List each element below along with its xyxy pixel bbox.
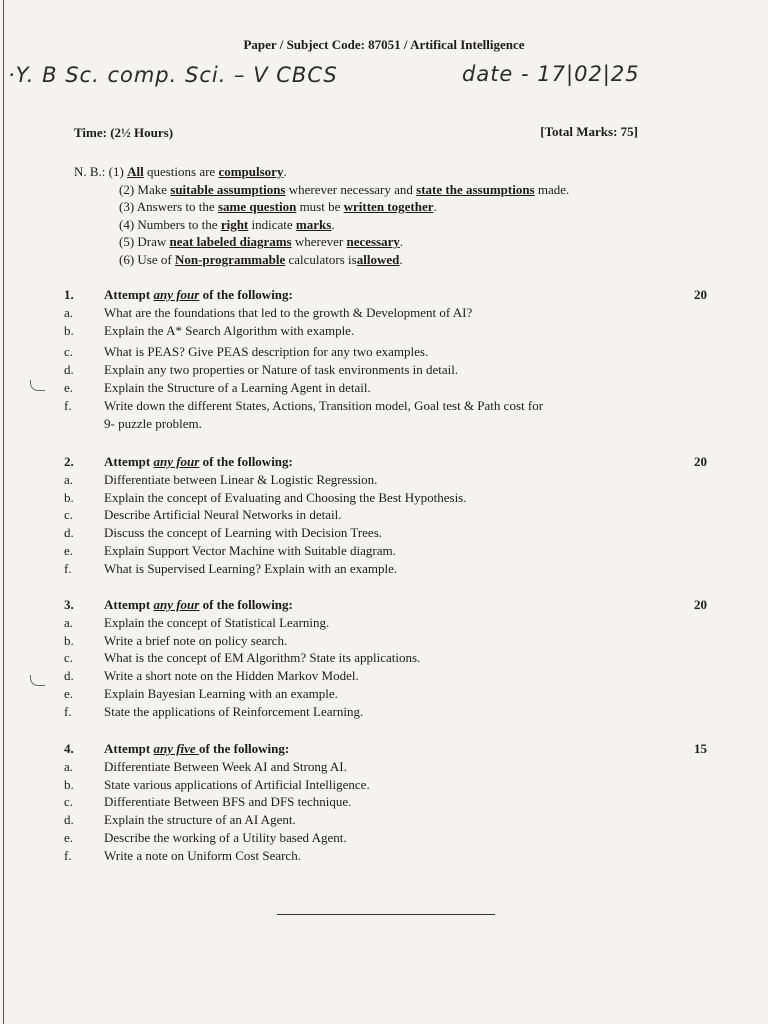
handwritten-class-note: ·Y. B Sc. comp. Sci. – V CBCS: [8, 63, 338, 87]
exam-duration: Time: (2½ Hours): [74, 125, 174, 140]
instruction-text: (3) Answers to the: [119, 199, 218, 215]
question-part: [64, 649, 684, 667]
instruction-text: .: [433, 199, 437, 215]
question-part: [64, 489, 684, 507]
instruction-text: wherever necessary and: [285, 181, 417, 197]
question-part: [64, 343, 684, 361]
question-3: [64, 596, 707, 721]
instruction-emphasis: same question: [217, 199, 297, 215]
part-letter: f.: [64, 397, 72, 413]
instruction-line: [74, 216, 569, 234]
handwritten-date: date - 17|02|25: [462, 62, 640, 86]
instruction-emphasis: state the assumptions: [416, 181, 535, 197]
part-letter: f.: [64, 560, 72, 576]
part-text: Differentiate Between BFS and DFS technique.: [104, 794, 352, 810]
part-text: Write a brief note on policy search.: [104, 632, 288, 648]
question-part: [64, 379, 684, 397]
part-text: What are the foundations that led to the growth & Development of AI?: [104, 304, 473, 320]
part-letter: d.: [64, 362, 74, 378]
part-letter: a.: [64, 614, 74, 630]
question-part: [64, 667, 684, 685]
part-text: Explain the structure of an AI Agent.: [104, 812, 296, 828]
instruction-emphasis: suitable assumptions: [170, 181, 286, 197]
paper-title: Paper / Subject Code: 87051 / Artifical Intelligence: [243, 37, 525, 52]
instruction-line: [74, 251, 569, 269]
total-marks: [Total Marks: 75]: [540, 124, 638, 139]
instruction-emphasis: compulsory: [218, 164, 284, 179]
end-of-paper-rule: [277, 914, 495, 915]
instruction-text: (2) Make: [119, 181, 171, 197]
question-part: [64, 703, 684, 721]
heading-text: of the following:: [198, 741, 290, 756]
part-text: What is PEAS? Give PEAS description for any two examples.: [104, 344, 429, 360]
pen-mark: [30, 675, 45, 686]
part-text: Describe Artificial Neural Networks in detail.: [104, 507, 342, 523]
part-text: Discuss the concept of Learning with Decision Trees.: [104, 525, 383, 541]
question-part: [64, 776, 684, 794]
instruction-text: (1): [108, 164, 128, 179]
part-text: Explain Support Vector Machine with Suitable diagram.: [104, 542, 396, 558]
instruction-emphasis: marks: [295, 216, 332, 232]
nb-label: N. B.:: [74, 164, 106, 179]
heading-text: Attempt: [104, 741, 154, 756]
heading-text: Attempt: [104, 597, 154, 612]
instruction-text: wherever: [291, 234, 347, 250]
question-part: [64, 361, 684, 379]
question-number: 4.: [64, 741, 74, 756]
instruction-text: .: [283, 164, 287, 179]
question-heading: [64, 286, 684, 304]
heading-emphasis: any four: [153, 287, 200, 302]
question-part: [64, 614, 684, 632]
instruction-text: .: [399, 251, 403, 267]
question-part: [64, 847, 684, 865]
instruction-emphasis: necessary: [346, 234, 400, 250]
part-text: Explain the Structure of a Learning Agent in detail.: [104, 379, 371, 395]
instruction-text: .: [399, 234, 404, 250]
instruction-emphasis: allowed: [356, 251, 400, 267]
part-letter: f.: [64, 847, 72, 863]
question-part: [64, 793, 684, 811]
part-text: Explain the concept of Evaluating and Choosing the Best Hypothesis.: [104, 489, 467, 505]
question-part: [64, 829, 684, 847]
scan-edge-line: [3, 0, 4, 1024]
heading-text: Attempt: [104, 287, 154, 302]
heading-emphasis: any four: [153, 597, 200, 612]
question-part: [64, 632, 684, 650]
instruction-line: [74, 233, 569, 251]
part-text: Differentiate between Linear & Logistic Regression.: [104, 471, 378, 487]
instructions-block: [74, 163, 569, 269]
instruction-line: [74, 181, 569, 199]
part-letter: d.: [64, 525, 74, 541]
instruction-text: (6) Use of: [119, 251, 175, 267]
part-text: Write a note on Uniform Cost Search.: [104, 847, 301, 863]
part-text: State the applications of Reinforcement Learning.: [104, 703, 364, 719]
part-letter: e.: [64, 379, 74, 395]
part-letter: e.: [64, 542, 74, 558]
question-marks: 20: [694, 454, 707, 469]
question-heading: [64, 596, 684, 614]
heading-emphasis: any five: [153, 741, 199, 756]
question-marks: 20: [694, 287, 707, 302]
part-letter: c.: [64, 794, 74, 810]
question-part: [64, 560, 684, 578]
question-part: [64, 542, 684, 560]
question-part: [64, 506, 684, 524]
heading-text: of the following:: [199, 287, 293, 302]
part-letter: b.: [64, 632, 74, 648]
question-marks: 15: [694, 741, 707, 756]
question-part: [64, 758, 684, 776]
instruction-text: indicate: [248, 216, 296, 232]
heading-text: of the following:: [199, 454, 293, 469]
instruction-text: calculators is: [285, 251, 357, 267]
instruction-emphasis: written together: [343, 199, 434, 215]
part-text: Explain the concept of Statistical Learning.: [104, 614, 330, 630]
part-letter: d.: [64, 668, 74, 684]
part-letter: e.: [64, 685, 74, 701]
question-1: [64, 286, 707, 432]
question-2: [64, 453, 707, 578]
question-heading: [64, 453, 684, 471]
instruction-text: made.: [534, 181, 570, 197]
question-part: [64, 471, 684, 489]
part-text: Describe the working of a Utility based Agent.: [104, 829, 347, 845]
question-4: [64, 740, 707, 865]
part-text: Explain Bayesian Learning with an example.: [104, 685, 338, 701]
question-part: [64, 304, 684, 322]
heading-text: Attempt: [104, 454, 154, 469]
instruction-text: must be: [296, 199, 344, 215]
instruction-text: (5) Draw: [119, 234, 170, 250]
question-part: [64, 811, 684, 829]
part-continuation: 9- puzzle problem.: [104, 415, 202, 431]
part-letter: b.: [64, 322, 74, 338]
part-letter: a.: [64, 471, 74, 487]
instruction-emphasis: right: [220, 216, 249, 232]
question-part: [64, 322, 684, 340]
question-number: 2.: [64, 454, 74, 469]
part-text: Write a short note on the Hidden Markov Model.: [104, 668, 359, 684]
instruction-emphasis: All: [127, 164, 144, 179]
part-text: What is the concept of EM Algorithm? State its applications.: [104, 650, 421, 666]
part-letter: a.: [64, 304, 74, 320]
instruction-line: [74, 163, 569, 181]
heading-emphasis: any four: [153, 454, 200, 469]
part-letter: a.: [64, 758, 74, 774]
question-part: [64, 524, 684, 542]
instruction-text: questions are: [143, 164, 219, 179]
part-letter: c.: [64, 507, 74, 523]
part-text: Write down the different States, Actions, Transition model, Goal test & Path cost for: [104, 397, 544, 413]
part-text: State various applications of Artificial Intelligence.: [104, 776, 370, 792]
part-letter: c.: [64, 650, 74, 666]
question-number: 1.: [64, 287, 74, 302]
part-letter: e.: [64, 829, 74, 845]
pen-mark: [30, 380, 45, 391]
instruction-text: (4) Numbers to the: [119, 216, 221, 232]
part-letter: b.: [64, 489, 74, 505]
part-letter: b.: [64, 776, 74, 792]
part-letter: f.: [64, 703, 72, 719]
part-letter: c.: [64, 344, 74, 360]
instruction-text: .: [331, 216, 335, 232]
part-letter: d.: [64, 812, 74, 828]
instruction-line: [74, 198, 569, 216]
question-number: 3.: [64, 597, 74, 612]
question-part: [64, 397, 684, 415]
question-marks: 20: [694, 597, 707, 612]
instruction-emphasis: neat labeled diagrams: [169, 234, 292, 250]
part-text: Differentiate Between Week AI and Strong AI.: [104, 758, 347, 774]
heading-text: of the following:: [199, 597, 293, 612]
part-text: What is Supervised Learning? Explain with an example.: [104, 560, 398, 576]
part-text: Explain any two properties or Nature of task environments in detail.: [104, 362, 459, 378]
question-part: [64, 685, 684, 703]
question-heading: [64, 740, 684, 758]
instruction-emphasis: Non-programmable: [174, 251, 286, 267]
part-text: Explain the A* Search Algorithm with example.: [104, 322, 355, 338]
